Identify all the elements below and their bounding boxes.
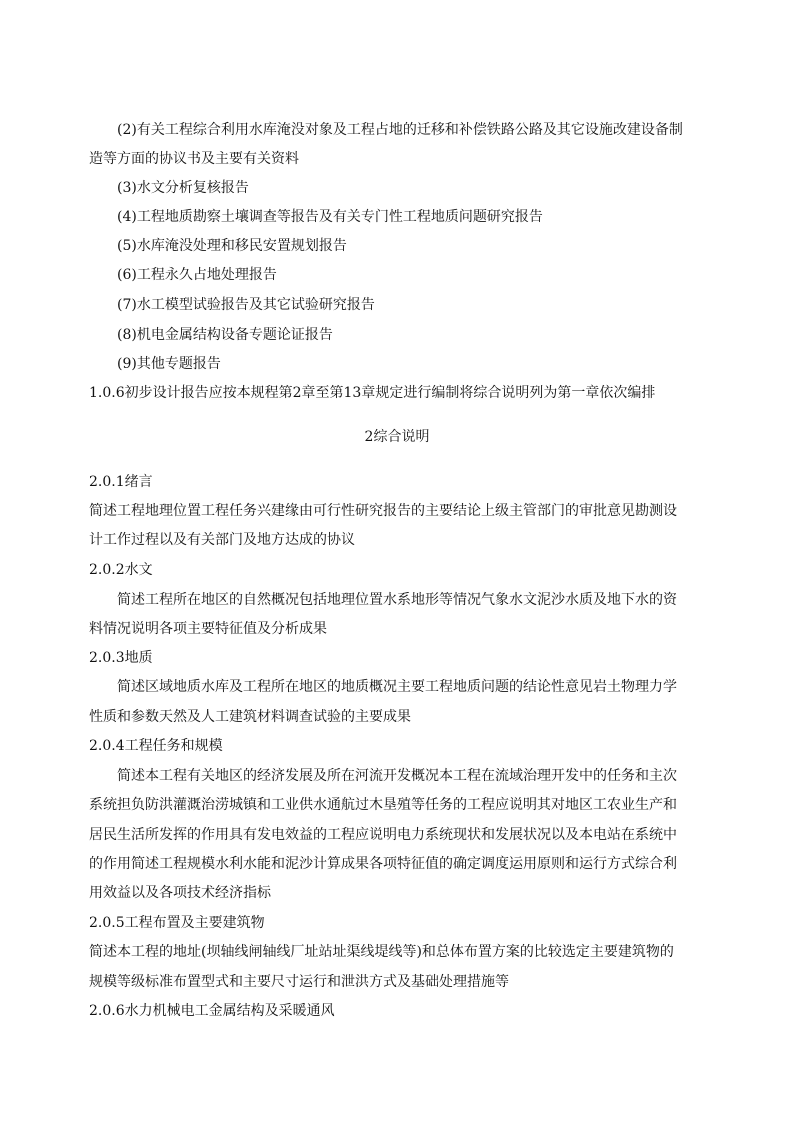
text-line: 居民生活所发挥的作用具有发电效益的工程应说明电力系统现状和发展状况以及本电站在系统中 [89, 827, 677, 843]
text-line: 规模等级标准布置型式和主要尺寸运行和泄洪方式及基础处理措施等 [89, 974, 509, 990]
text-line: (9)其他专题报告 [117, 356, 221, 372]
text-line: 1.0.6初步设计报告应按本规程第2章至第13章规定进行编制将综合说明列为第一章依次编排 [89, 385, 656, 401]
text-line: (7)水工模型试验报告及其它试验研究报告 [117, 297, 375, 313]
text-line: (8)机电金属结构设备专题论证报告 [117, 327, 333, 343]
text-line: (2)有关工程综合利用水库淹没对象及工程占地的迁移和补偿铁路公路及其它设施改建设备制 [117, 122, 683, 138]
text-line: 料情况说明各项主要特征值及分析成果 [89, 621, 327, 637]
text-line: 简述区域地质水库及工程所在地区的地质概况主要工程地质问题的结论性意见岩土物理力学 [117, 679, 677, 695]
text-line: 系统担负防洪灌溉治涝城镇和工业供水通航过木垦殖等任务的工程应说明其对地区工农业生产和 [89, 797, 677, 813]
text-line: (4)工程地质勘察土壤调查等报告及有关专门性工程地质问题研究报告 [117, 209, 543, 225]
subsection-heading: 2.0.2水文 [89, 562, 153, 578]
subsection-heading: 2.0.5工程布置及主要建筑物 [89, 915, 265, 931]
text-line: 简述本工程有关地区的经济发展及所在河流开发概况本工程在流域治理开发中的任务和主次 [117, 768, 677, 784]
text-line: 造等方面的协议书及主要有关资料 [89, 151, 299, 167]
text-line: 简述工程地理位置工程任务兴建缘由可行性研究报告的主要结论上级主管部门的审批意见勘测设 [89, 503, 677, 519]
section-heading: 2综合说明 [364, 429, 430, 445]
text-line: 计工作过程以及有关部门及地方达成的协议 [89, 532, 355, 548]
text-line: 用效益以及各项技术经济指标 [89, 885, 271, 901]
text-line: 简述本工程的地址(坝轴线闸轴线厂址站址渠线堤线等)和总体布置方案的比较选定主要建筑物的 [89, 944, 674, 960]
subsection-heading: 2.0.6水力机械电工金属结构及采暖通风 [89, 1003, 335, 1019]
text-line: (6)工程永久占地处理报告 [117, 267, 277, 283]
subsection-heading: 2.0.3地质 [89, 650, 153, 666]
text-line: (5)水库淹没处理和移民安置规划报告 [117, 238, 347, 254]
text-line: 性质和参数天然及人工建筑材料调查试验的主要成果 [89, 709, 411, 725]
subsection-heading: 2.0.4工程任务和规模 [89, 738, 223, 754]
subsection-heading: 2.0.1绪言 [89, 474, 153, 490]
text-line: 的作用简述工程规模水利水能和泥沙计算成果各项特征值的确定调度运用原则和运行方式综合利 [89, 856, 677, 872]
text-line: 简述工程所在地区的自然概况包括地理位置水系地形等情况气象水文泥沙水质及地下水的资 [117, 592, 677, 608]
text-line: (3)水文分析复核报告 [117, 180, 249, 196]
